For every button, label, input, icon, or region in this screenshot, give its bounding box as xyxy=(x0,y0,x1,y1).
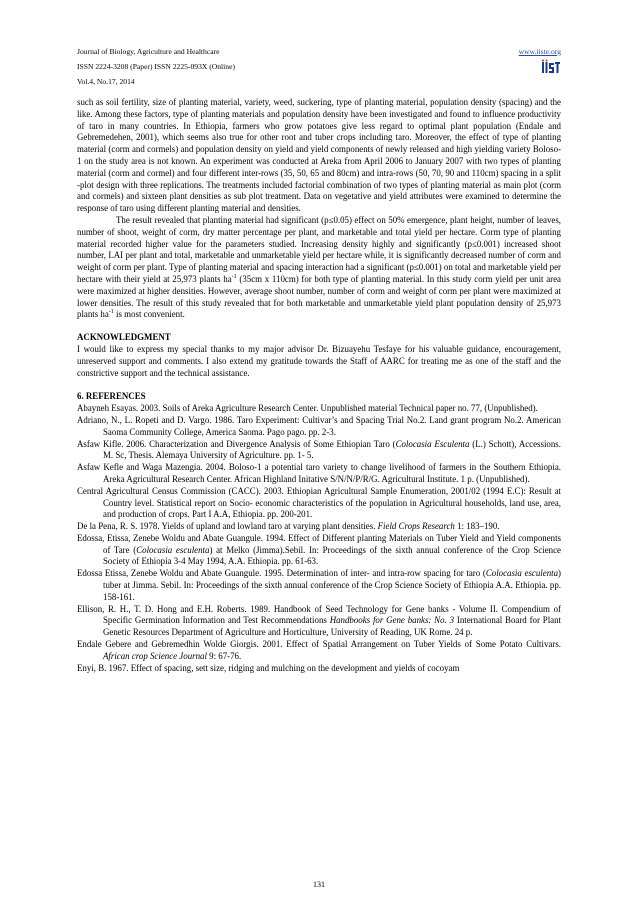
reference-item: Adriano, N., L. Ropeti and D. Vargo. 1986. Taro Experiment: Cultivar’s and Spacing Trial No.2. Land grant program No.2. American Saoma Community College, America Saoma. Pago pago. pp. 2-3. xyxy=(77,414,561,437)
reference-item xyxy=(77,439,561,463)
volume-line: Vol.4, No.17, 2014 xyxy=(77,77,135,86)
reference-item xyxy=(77,568,561,603)
ref-text: Asfaw Kifle. 2006. Characterization and Divergence Analysis of Some Ethiopian Taro ( xyxy=(77,438,396,449)
references-heading: 6. REFERENCES xyxy=(77,391,146,402)
ref-text: Edossa, Etissa, Zenebe Woldu and Abate Guangule. 1994. Effect of Different planting Materials on Tuber Yield and Yield components of Tare ( xyxy=(77,532,561,555)
results-text-2: (35cm x 110cm) for both type of planting material. In this study corm yield per unit area were maximized at higher densities. However, average shoot number, number of corm and weight of corm per plant were maximized at lower densities. The result of this study revealed that for both marketable and unmarketable yield plant population density of 25,973 plants ha xyxy=(77,273,561,320)
ack-text: I would like to express my special thanks to my major advisor Dr. Bizuayehu Tesfaye for his valuable guidance, encouragement, unreserved support and comments. I also extend my gratitude towards the Staff of AARC for treating me as one of the staff and the constrictive support and the technical assistance. xyxy=(77,343,561,378)
reference-item xyxy=(77,521,561,533)
ref-text: Edossa Etissa, Zenebe Woldu and Abate Guangule. 1995. Determination of inter- and intra-row spacing for taro ( xyxy=(77,568,486,579)
reference-item xyxy=(77,604,561,639)
ref-italic: Colocasia esculenta xyxy=(485,568,559,579)
results-text-3: is most convenient. xyxy=(113,309,185,320)
journal-name: Journal of Biology, Agriculture and Healthcare xyxy=(77,47,220,56)
ref-text: De la Pena, R. S. 1978. Yields of upland and lowland taro at varying plant densities. xyxy=(77,521,378,532)
ref-italic: African crop Science Journal xyxy=(103,650,207,661)
ref-text: 9: 67-76. xyxy=(206,650,242,661)
reference-item xyxy=(77,533,561,568)
ref-italic: Field Crops Research xyxy=(377,521,455,532)
ref-text: (L.) Schott), Accessions. M. Sc, Thesis. Alemaya University of Agriculture. pp. 1- 5. xyxy=(103,438,561,461)
superscript: -1 xyxy=(108,309,114,316)
iiste-logo-icon xyxy=(541,59,561,74)
ref-text: ) at Melko (Jimma).Sebil. In: Proceedings of the sixth annual conference of the Crop Science Society of Ethiopia 3-4 May 1994, A.A. Ethiopia. pp. 61-63. xyxy=(103,544,561,567)
ref-italic: Handbooks for Gene banks: No. 3 xyxy=(329,615,455,626)
ref-text: Ellison, R. H., T. D. Hong and E.H. Roberts. 1989. Handbook of Seed Technology for Gene banks - Volume II. Compendium of Specific Germination Information and Test Recommendations xyxy=(77,603,561,626)
article-body xyxy=(77,97,561,674)
ref-text: Endale Gebere and Gebremedhin Wolde Giorgis. 2001. Effect of Spatial Arrangement on Tuber Yields of Some Potato Cultivars. xyxy=(77,639,561,650)
results-text-1: The result revealed that planting material had significant (p≤0.05) effect on 50% emergence, plant height, number of leaves, number of shoot, weight of corm, dry matter percentage per plant, and marketable and total yield per hectare. Corm type of planting material recorded higher value for the parameters studied. Increasing density highly and significantly (p≤0.001) increased shoot number, LAI per plant and total, marketable and unmarketable yield per hectare while, it is significantly decreased number of corm and weight of corm per plant. Type of planting material and spacing interaction had a significant (p≤0.001) on total and marketable yield per hectare with their yield at 25,973 plants ha xyxy=(77,214,561,284)
ack-heading: ACKNOWLEDGMENT xyxy=(77,332,171,343)
page-number: 131 xyxy=(313,880,325,889)
results-paragraph xyxy=(77,215,561,321)
ref-text: 1: 183–190. xyxy=(454,521,500,532)
reference-item: Enyi, B. 1967. Effect of spacing, sett size, ridging and mulching on the development and yields of cocoyam xyxy=(77,662,460,673)
ref-text: ) tuber at Jimma. Sebil. In: Proceedings of the sixth annual conference of the Crop Science Society of Ethiopia A.A. Ethiopia. pp. 158-161. xyxy=(103,568,562,602)
reference-item: Asfaw Kefle and Waga Mazengia. 2004. Boloso-1 a potential taro variety to change livelihood of farmers in the Southern Ethiopia. Areka Agricultural Research Center. African Highland Initative S/N/N/P/R/G. Agricultural Institute. 1 p. (Unpublished). xyxy=(77,462,561,484)
ref-italic: Colocasia esculenta xyxy=(136,544,210,555)
issn-line: ISSN 2224-3208 (Paper) ISSN 2225-093X (Online) xyxy=(77,62,235,71)
reference-item xyxy=(77,639,561,663)
ref-italic: Colocasia Esculenta xyxy=(395,438,470,449)
ref-text: International Board for Plant Genetic Resources Department of Agriculture and Horticulture, University of Reading, UK Rome. 24 p. xyxy=(103,615,561,638)
reference-item: Abayneh Esayas. 2003. Soils of Areka Agriculture Research Center. Unpublished material Technical paper no. 77, (Unpublished). xyxy=(77,403,538,414)
page-header xyxy=(77,44,561,89)
journal-url-link[interactable]: www.iiste.org xyxy=(518,47,561,56)
intro-paragraph: such as soil fertility, size of planting material, variety, weed, suckering, type of planting material, population density (spacing) and the like. Among these factors, type of planting materials and population density have been investigated and found to influence productivity of taro in many countries. In Ethiopia, farmers who grow potatoes give less regard to optimal plant population (Endale and Gebremedehen, 2001), which seems also true for other root and tuber crops including taro. Moreover, the effect of type of planting material (corm and cormels) and population density on yield and yield components of newly released and high yielding variety Boloso-1 on the study area is not known. An experiment was conducted at Areka from April 2006 to January 2007 with two types of planting material (corm and cormel) and four different inter-rows (35, 50, 65 and 80cm) and intra-rows (50, 70, 90 and 110cm) spacing in a split -plot design with three replications. The treatments included factorial combination of two types of planting material as main plot (corm and cormels) and sixteen plant densities as sub plot treatment. Data on vegetative and yield attributes were examined to determine the response of taro using different planting material and densities. xyxy=(77,97,561,214)
reference-item: Central Agricultural Census Commission (CACC). 2003. Ethiopian Agricultural Sample Enumeration, 2001/02 (1994 E.C): Result at Country level. Statistical report on Socio- economic characteristics of the population in Agricultural households, land use, area, and production of crops. Part I A.A, Ethiopia. pp. 200-201. xyxy=(77,485,561,520)
superscript: -1 xyxy=(231,273,237,280)
